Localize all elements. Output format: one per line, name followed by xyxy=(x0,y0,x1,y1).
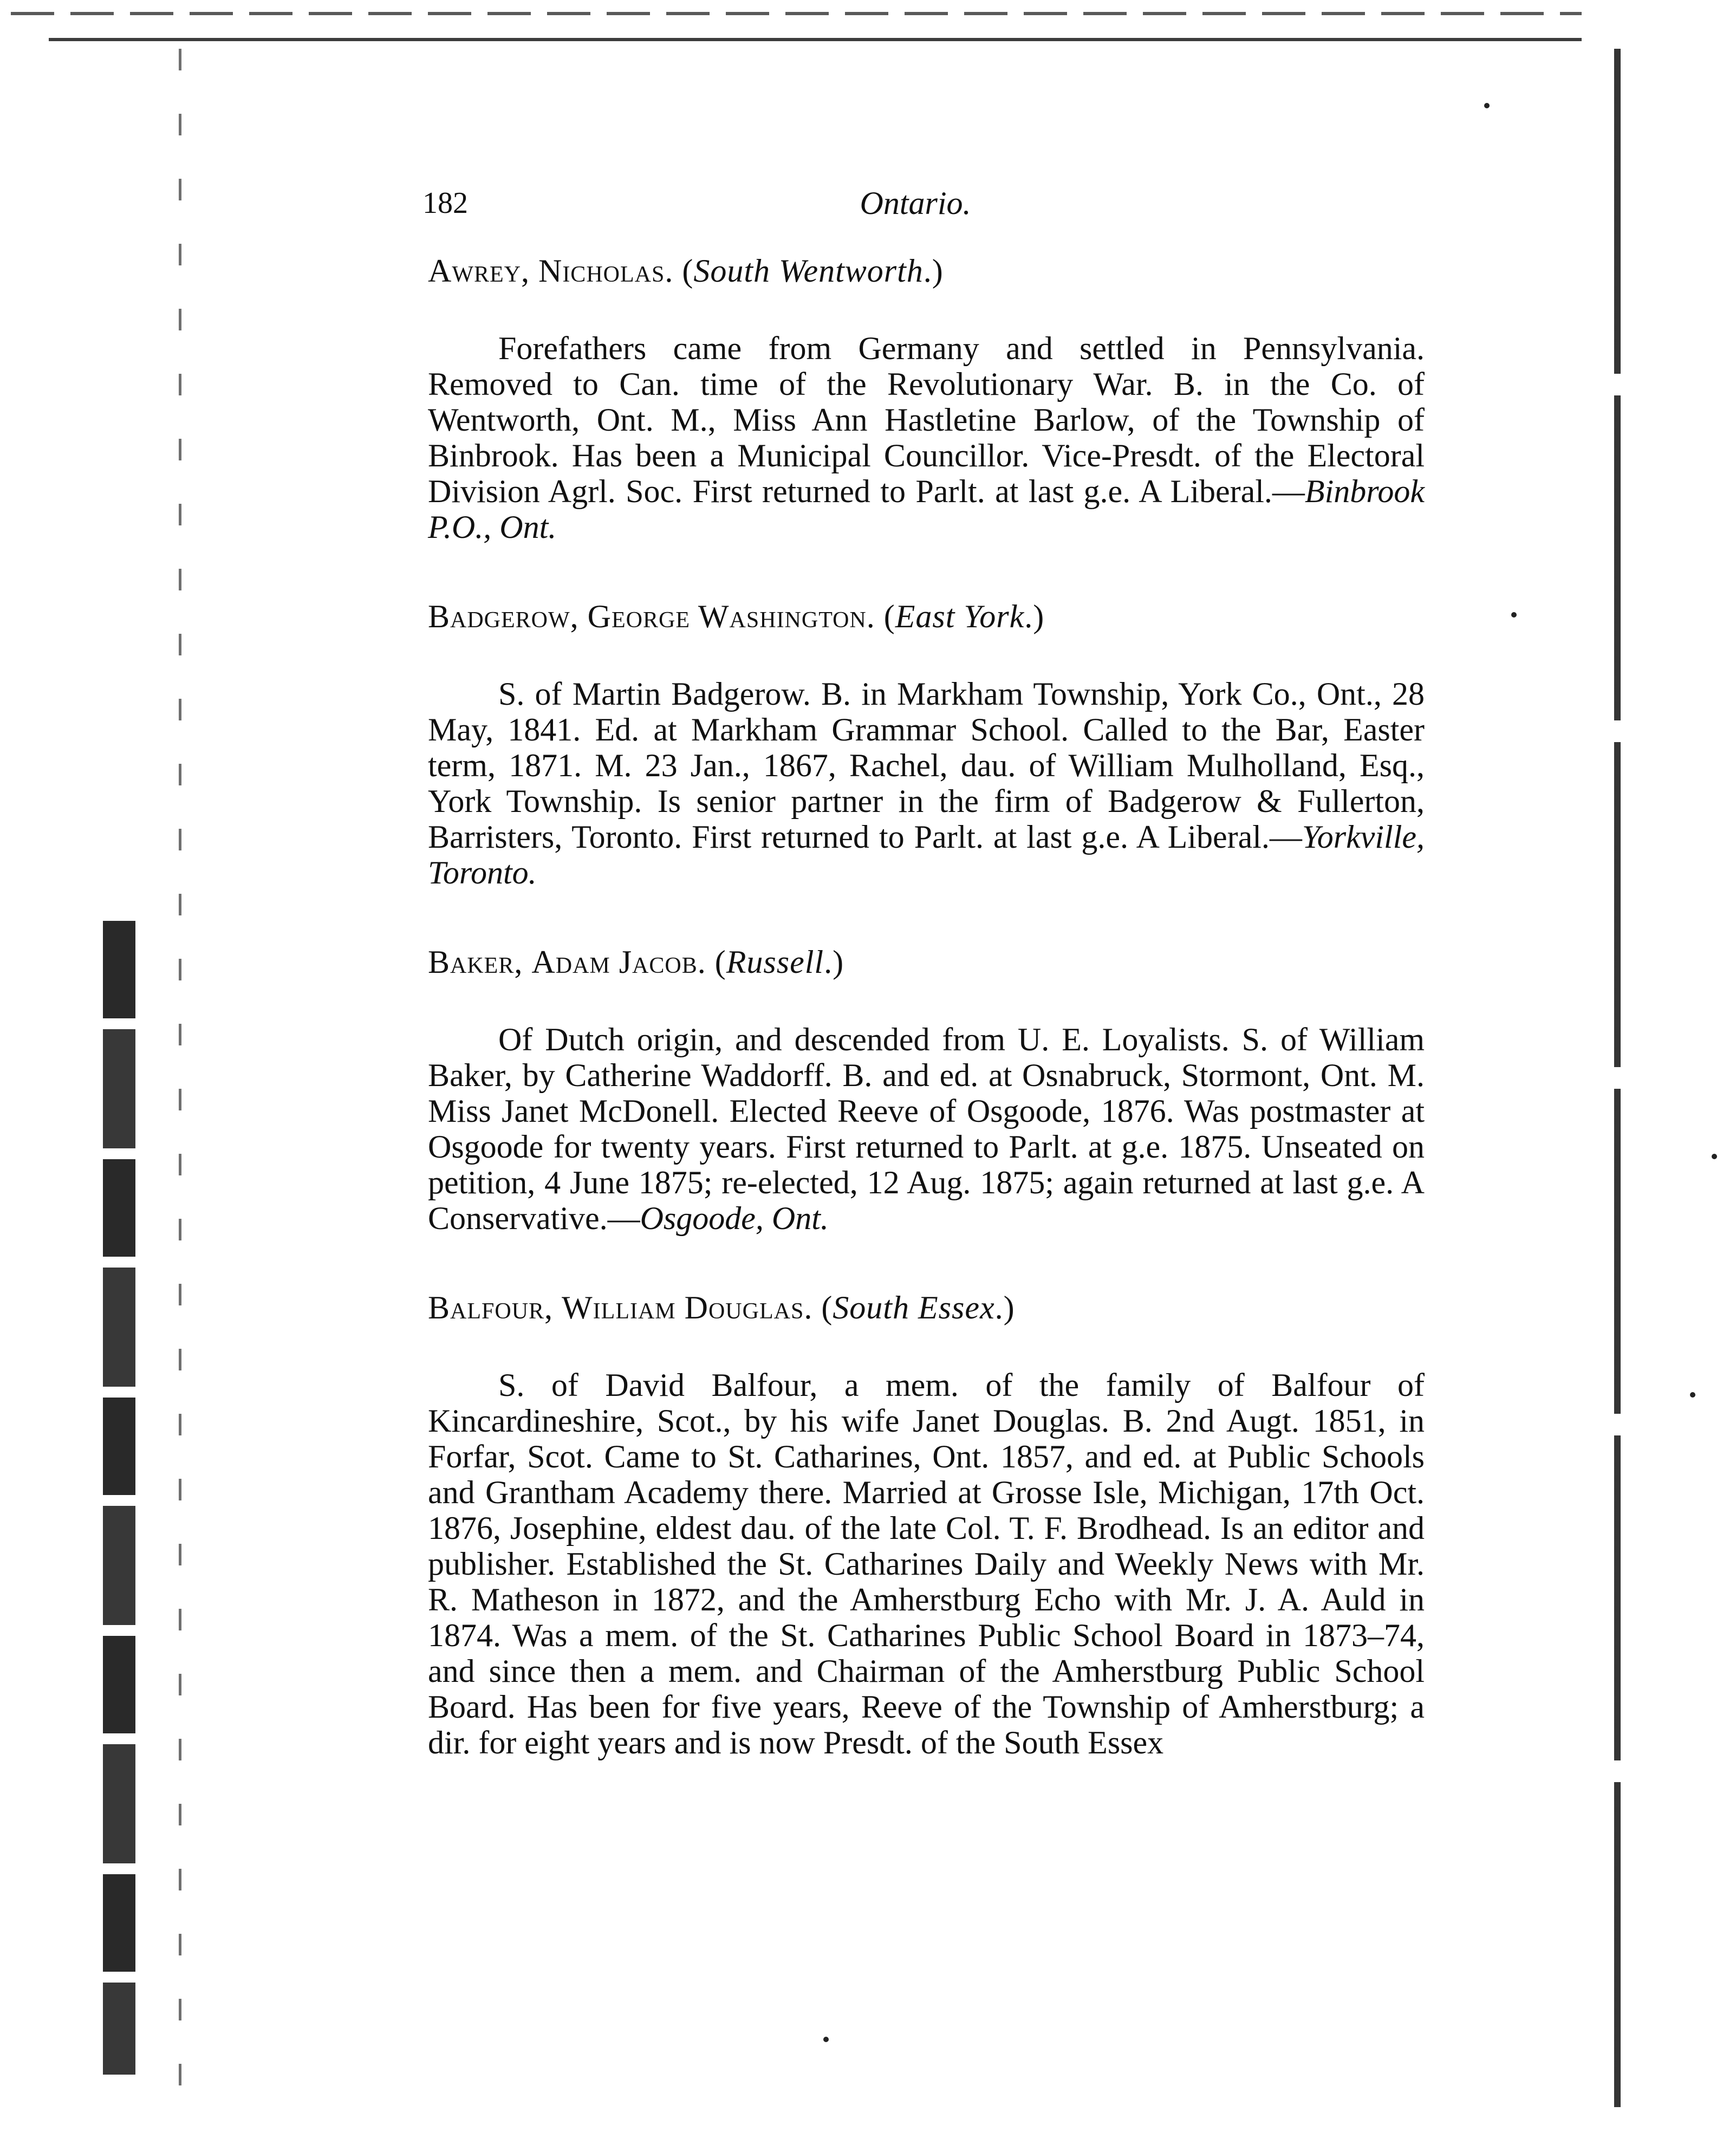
page-number: 182 xyxy=(422,186,468,220)
scan-speck xyxy=(823,2037,829,2042)
entry-given-names: Nicholas xyxy=(538,253,665,289)
scan-edge-top xyxy=(11,12,1582,15)
entry-riding: South Essex xyxy=(833,1290,995,1325)
scan-binding-edge xyxy=(103,921,135,2075)
entry-address: Yorkville, Toronto. xyxy=(428,819,1425,891)
entry-biography-text: Forefathers came from Germany and settled in Pennsylvania. Removed to Can. time of the Revolutionary War. B. in the Co. of Wentworth, Ont. M., Miss Ann Hastletine Barlow, of the Township of Binbrook. Has been a Municipal Councillor. Vice-Presdt. of the Electoral Division Agrl. Soc. First returned to Parlt. at last g.e. A Liberal.— xyxy=(428,330,1425,509)
entry-biography-text: S. of Martin Badgerow. B. in Markham Township, York Co., Ont., 28 May, 1841. Ed. at Markham Grammar School. Called to the Bar, Easter term, 1871. M. 23 Jan., 1867, Rachel, dau. of William Mulholland, Esq., York Township. Is senior partner in the firm of Badgerow & Fullerton, Barristers, Toronto. First returned to Parlt. at last g.e. A Liberal.— xyxy=(428,676,1425,855)
page-header xyxy=(422,179,1408,228)
entry-biography xyxy=(428,1367,1425,1760)
entry-address: Binbrook P.O., Ont. xyxy=(428,473,1425,545)
entry-given-names: William Douglas xyxy=(562,1290,804,1325)
scan-speck xyxy=(1484,103,1490,108)
entry-heading: Awrey, Nicholas. (South Wentworth.) xyxy=(428,253,944,289)
scan-speck xyxy=(1690,1392,1695,1398)
entry-given-names: Adam Jacob xyxy=(531,944,698,980)
entry-baker xyxy=(428,940,1425,1236)
entry-riding: South Wentworth xyxy=(693,253,924,289)
entry-balfour xyxy=(428,1286,1425,1760)
entry-surname: Badgerow xyxy=(428,599,570,634)
entry-surname: Balfour xyxy=(428,1290,545,1325)
entry-riding: Russell xyxy=(726,944,824,980)
entry-awrey xyxy=(428,249,1425,545)
entry-biography-text: S. of David Balfour, a mem. of the family of Balfour of Kincardineshire, Scot., by his wife Janet Douglas. B. 2nd Augt. 1851, in Forfar, Scot. Came to St. Catharines, Ont. 1857, and ed. at Public Schools and Grantham Academy there. Married at Grosse Isle, Michigan, 17th Oct. 1876, Josephine, eldest dau. of the late Col. T. F. Brodhead. Is an editor and publisher. Established the St. Catharines Daily and Weekly News with Mr. R. Matheson in 1872, and the Amherstburg Echo with Mr. J. A. Auld in 1874. Was a mem. of the St. Catharines Public School Board in 1873–74, and since then a mem. and Chairman of the Amherstburg Public School Board. Has been for five years, Reeve of the Township of Amherstburg; a dir. for eight years and is now Presdt. of the South Essex xyxy=(428,1367,1425,1760)
entry-heading: Balfour, William Douglas. (South Essex.) xyxy=(428,1290,1015,1325)
entry-biography xyxy=(428,330,1425,545)
scan-speck xyxy=(1712,1154,1717,1159)
biography-entries xyxy=(428,249,1425,1810)
entry-address: Osgoode, Ont. xyxy=(640,1200,829,1236)
entry-given-names: George Washington xyxy=(587,599,867,634)
scan-gutter-marks xyxy=(179,49,181,2107)
entry-biography xyxy=(428,676,1425,891)
entry-surname: Awrey xyxy=(428,253,521,289)
entry-biography-text: Of Dutch origin, and descended from U. E. Loyalists. S. of William Baker, by Catherine Waddorff. B. and ed. at Osnabruck, Stormont, Ont. M. Miss Janet McDonell. Elected Reeve of Osgoode, 1876. Was postmaster at Osgoode for twenty years. First returned to Parlt. at g.e. 1875. Unseated on petition, 4 June 1875; re-elected, 12 Aug. 1875; again returned at last g.e. A Conservative.— xyxy=(428,1022,1425,1236)
scan-speck xyxy=(1511,612,1517,618)
running-title: Ontario. xyxy=(860,185,971,221)
entry-biography xyxy=(428,1022,1425,1236)
scan-edge-top-rule xyxy=(49,38,1582,41)
scan-edge-right xyxy=(1614,49,1621,2129)
entry-heading: Badgerow, George Washington. (East York.) xyxy=(428,599,1045,634)
entry-heading: Baker, Adam Jacob. (Russell.) xyxy=(428,944,844,980)
entry-riding: East York xyxy=(895,599,1025,634)
entry-badgerow xyxy=(428,595,1425,891)
entry-surname: Baker xyxy=(428,944,515,980)
